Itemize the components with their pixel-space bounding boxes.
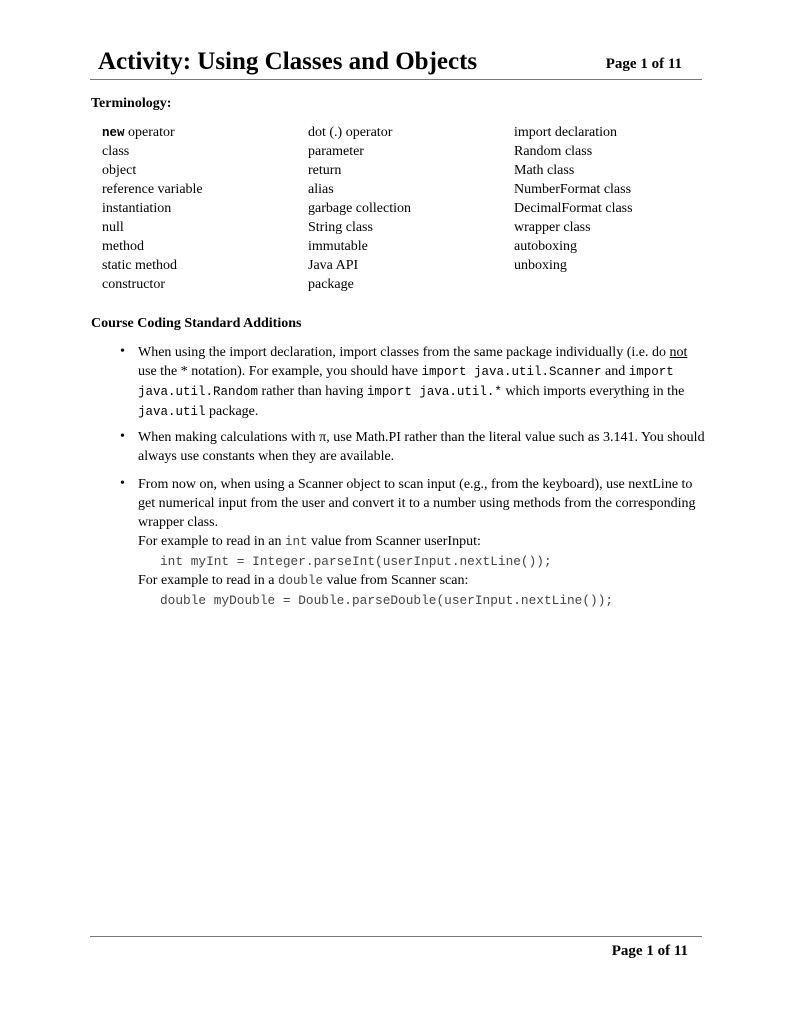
terminology-heading: Terminology:	[91, 96, 172, 111]
bullet-icon: •	[120, 429, 125, 444]
bullet-icon: •	[120, 476, 125, 491]
page-header	[90, 44, 702, 80]
term: Random class	[514, 144, 593, 159]
term: instantiation	[102, 201, 172, 216]
term: Math class	[514, 163, 575, 178]
term: import declaration	[514, 125, 618, 140]
code-example-double: double myDouble = Double.parseDouble(userInput.nextLine());	[160, 593, 614, 608]
term: null	[102, 220, 124, 235]
math-pi-rule-paragraph: When making calculations with π, use Math.PI rather than the literal value such as 3.141. You should always use constants when they are available.	[138, 430, 705, 464]
term: garbage collection	[308, 201, 412, 216]
example-int-line: For example to read in an int value from Scanner userInput:	[138, 534, 481, 549]
terminology-column-3	[514, 123, 633, 275]
term: NumberFormat class	[514, 182, 632, 197]
footer-page-number: Page 1 of 11	[611, 943, 688, 959]
scanner-rule-paragraph: From now on, when using a Scanner object to scan input (e.g., from the keyboard), use nextLine to get numerical input from the user and convert it to a number using methods from the corresponding wrapper class. For example to read in an int value from Scanner userInput: int myInt = Integer.parseInt(userInput.nextLine()); For example to read in a double value from Scanner scan: double myDouble = Double.parseDouble(userInput.nextLine());	[138, 475, 708, 610]
terminology-column-2	[308, 123, 411, 294]
not-emphasis: not	[669, 345, 688, 360]
term: wrapper class	[514, 220, 591, 235]
terminology-column-1	[102, 123, 203, 294]
import-rule-paragraph: When using the import declaration, import classes from the same package individually (i.e. do not use the * notation). For example, you should have import java.util.Scanner and import java.util.Random rather than having import java.util.* which imports everything in the java.util package.	[138, 345, 688, 419]
code-snippet: import java.util.Random	[138, 365, 674, 399]
term: String class	[308, 220, 373, 235]
term: unboxing	[514, 258, 567, 273]
code-example-int: int myInt = Integer.parseInt(userInput.nextLine());	[160, 554, 552, 569]
bullet-icon: •	[120, 344, 125, 359]
term-new-operator: new operator	[102, 125, 175, 140]
code-snippet: import java.util.Scanner	[421, 365, 602, 379]
term: autoboxing	[514, 239, 577, 254]
term: static method	[102, 258, 178, 273]
new-keyword: new	[102, 126, 125, 140]
term: return	[308, 163, 342, 178]
example-double-line: For example to read in a double value from Scanner scan:	[138, 573, 469, 588]
term: package	[308, 277, 354, 292]
document-title: Activity: Using Classes and Objects	[98, 48, 478, 75]
term: dot (.) operator	[308, 125, 393, 140]
term: reference variable	[102, 182, 203, 197]
term: method	[102, 239, 144, 254]
term: alias	[308, 182, 334, 197]
term: DecimalFormat class	[514, 201, 633, 216]
code-snippet: import java.util.*	[366, 385, 502, 399]
coding-standards-heading: Course Coding Standard Additions	[91, 316, 302, 331]
code-snippet: java.util	[138, 405, 206, 419]
term: Java API	[308, 258, 359, 273]
term: immutable	[308, 239, 368, 254]
term: parameter	[308, 144, 364, 159]
footer-divider	[90, 936, 702, 937]
term: object	[102, 163, 137, 178]
header-page-number: Page 1 of 11	[605, 56, 682, 72]
term: class	[102, 144, 130, 159]
term: constructor	[102, 277, 165, 292]
